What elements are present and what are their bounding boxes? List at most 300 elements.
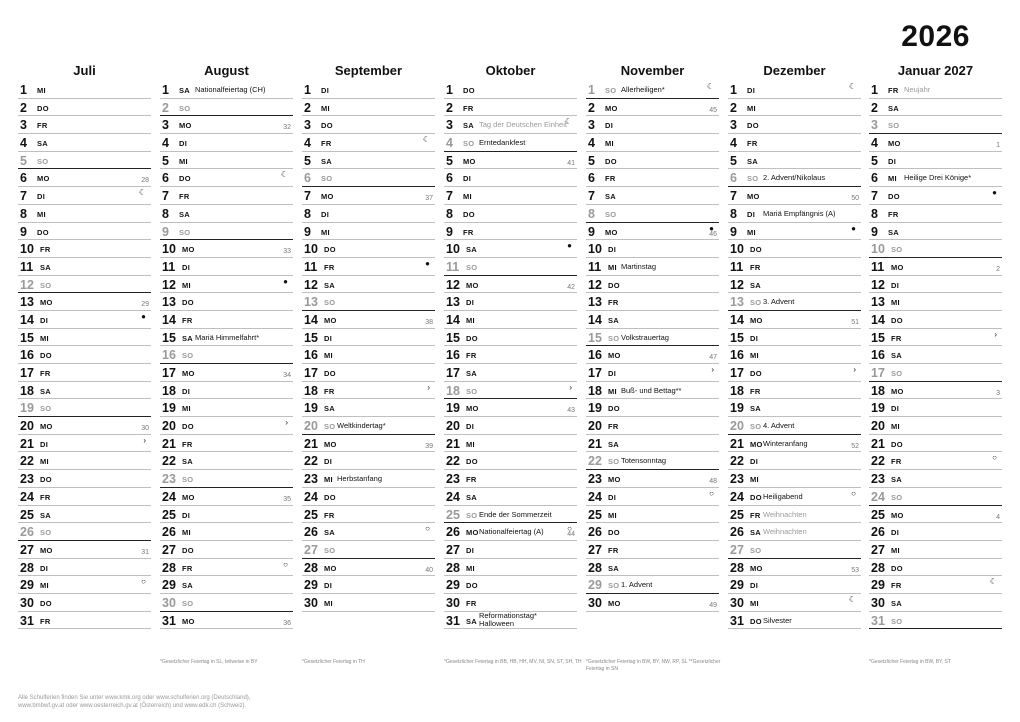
weekday-label: DI: [179, 139, 188, 149]
waning-moon-icon: ›: [285, 418, 288, 428]
day-row: [728, 435, 861, 453]
day-row: [18, 594, 151, 612]
day-row: [728, 134, 861, 152]
day-number: 31: [446, 613, 460, 628]
day-row: [728, 152, 861, 170]
day-number: 10: [446, 242, 460, 257]
holiday-label: 4. Advent: [763, 421, 795, 431]
day-row: [869, 612, 1002, 630]
day-number: 8: [162, 206, 169, 221]
weekday-label: MI: [182, 528, 191, 538]
weekday-label: MO: [750, 315, 763, 325]
day-row: [302, 452, 435, 470]
weekday-label: MO: [179, 121, 192, 131]
weekday-label: MI: [888, 174, 897, 184]
weekday-label: MI: [182, 280, 191, 290]
weekday-label: SA: [888, 227, 900, 237]
holiday-label: Silvester: [763, 615, 792, 625]
day-number: 2: [446, 100, 453, 115]
day-row: [444, 559, 577, 577]
weekday-label: FR: [40, 369, 51, 378]
weekday-label: FR: [747, 139, 758, 149]
day-row: [302, 240, 435, 258]
day-number: 7: [162, 189, 169, 204]
weekday-label: FR: [888, 209, 899, 219]
weekday-label: SA: [466, 369, 478, 378]
weekday-label: MO: [324, 563, 337, 573]
day-row: [18, 311, 151, 329]
day-row: [869, 382, 1002, 400]
day-row: [586, 258, 719, 276]
holiday-label: Mariä Empfängnis (A): [763, 208, 836, 218]
day-row: [869, 364, 1002, 382]
day-row: [728, 311, 861, 329]
weekday-label: MI: [321, 227, 330, 237]
month-footnote: *Gesetzlicher Feiertag in TH: [302, 659, 365, 665]
day-number: 12: [588, 277, 602, 292]
day-row: [302, 169, 435, 187]
week-number: 30: [141, 425, 149, 433]
weekday-label: DI: [321, 209, 330, 219]
day-number: 6: [446, 171, 453, 186]
day-number: 7: [20, 189, 27, 204]
weekday-label: SO: [182, 598, 194, 608]
weekday-label: DI: [750, 333, 759, 343]
day-number: 8: [730, 206, 737, 221]
weekday-label: DI: [750, 457, 759, 467]
weekday-label: MI: [37, 86, 46, 95]
day-number: 22: [871, 454, 885, 469]
day-number: 9: [588, 224, 595, 239]
day-row: [444, 311, 577, 329]
day-number: 27: [588, 542, 602, 557]
weekday-label: SO: [324, 422, 336, 432]
day-row: [586, 399, 719, 417]
day-number: 13: [871, 295, 885, 310]
weekday-label: FR: [466, 351, 477, 361]
holiday-label: Mariä Himmelfahrt*: [195, 332, 260, 342]
week-number: 40: [425, 566, 433, 574]
day-row: [302, 134, 435, 152]
week-number: 34: [283, 372, 291, 379]
day-row: [586, 452, 719, 470]
week-number: 43: [567, 407, 575, 415]
weekday-label: DI: [888, 156, 897, 166]
weekday-label: DO: [605, 156, 617, 166]
weekday-label: MO: [608, 598, 621, 608]
day-number: 29: [304, 578, 318, 593]
weekday-label: MO: [750, 439, 763, 449]
day-row: [302, 258, 435, 276]
weekday-label: SA: [750, 280, 762, 290]
weekday-label: DI: [466, 545, 475, 555]
weekday-label: DO: [463, 209, 475, 219]
day-row: [444, 276, 577, 294]
day-number: 23: [20, 472, 34, 487]
day-row: [18, 134, 151, 152]
weekday-label: FR: [750, 262, 761, 272]
weekday-label: MI: [466, 439, 475, 449]
day-number: 12: [871, 277, 885, 292]
day-row: [728, 576, 861, 594]
weekday-label: MI: [750, 598, 759, 608]
waning-moon-icon: ›: [853, 365, 856, 374]
weekday-label: DO: [891, 563, 903, 573]
new-moon-icon: ●: [992, 188, 997, 198]
day-number: 16: [162, 348, 176, 363]
day-row: [18, 346, 151, 364]
day-number: 17: [304, 366, 318, 380]
weekday-label: MI: [40, 333, 49, 343]
day-number: 15: [304, 330, 318, 345]
holiday-label: Buß- und Bettag**: [621, 385, 682, 395]
day-row: [444, 240, 577, 258]
day-number: 23: [588, 472, 602, 487]
day-number: 10: [304, 242, 318, 257]
day-number: 19: [588, 401, 602, 416]
weekday-label: FR: [182, 439, 193, 449]
day-row: [302, 293, 435, 311]
day-number: 18: [730, 383, 744, 398]
day-row: [869, 594, 1002, 612]
day-row: [444, 205, 577, 223]
day-row: [869, 99, 1002, 117]
weekday-label: DO: [324, 492, 336, 502]
weekday-label: FR: [40, 492, 51, 502]
weekday-label: FR: [40, 245, 51, 255]
day-row: [18, 576, 151, 594]
waning-moon-icon: ›: [143, 435, 146, 445]
day-row: [160, 488, 293, 506]
day-number: 24: [446, 489, 460, 504]
holiday-label: Volkstrauertag: [621, 332, 669, 342]
day-number: 25: [730, 507, 744, 522]
day-number: 13: [304, 295, 318, 310]
day-number: 23: [446, 472, 460, 487]
weekday-label: MI: [466, 315, 475, 325]
day-number: 7: [730, 189, 737, 204]
day-row: [18, 399, 151, 417]
holiday-label: Herbstanfang: [337, 474, 383, 484]
day-number: 11: [446, 259, 460, 274]
full-moon-icon: ○: [851, 488, 856, 498]
day-number: 11: [20, 259, 34, 274]
day-row: [18, 470, 151, 488]
day-number: 17: [162, 366, 176, 380]
weekday-label: DI: [605, 121, 614, 131]
weekday-label: SA: [324, 280, 336, 290]
weekday-label: MO: [324, 315, 337, 325]
day-row: [18, 240, 151, 258]
day-row: [869, 205, 1002, 223]
weekday-label: SO: [888, 121, 900, 131]
weekday-label: SO: [463, 139, 475, 149]
week-number: 28: [141, 177, 149, 185]
day-number: 1: [871, 83, 878, 97]
weekday-label: MO: [750, 563, 763, 573]
weekday-label: DO: [466, 333, 478, 343]
weekday-label: SA: [608, 439, 620, 449]
day-number: 16: [446, 348, 460, 363]
day-row: [18, 205, 151, 223]
weekday-label: DI: [747, 86, 756, 95]
weekday-label: MO: [605, 103, 618, 113]
weekday-label: DI: [891, 528, 900, 538]
weekday-label: MO: [466, 404, 479, 414]
day-number: 27: [304, 542, 318, 557]
day-row: [869, 152, 1002, 170]
weekday-label: MO: [324, 439, 337, 449]
weekday-label: MO: [605, 227, 618, 237]
day-number: 4: [446, 136, 453, 151]
day-number: 22: [588, 454, 602, 469]
day-row: [160, 223, 293, 241]
weekday-label: FR: [466, 475, 477, 485]
day-number: 15: [20, 330, 34, 345]
weekday-label: SO: [891, 492, 903, 502]
day-row: [302, 488, 435, 506]
new-moon-icon: ●: [425, 258, 430, 268]
weekday-label: DO: [608, 528, 620, 538]
day-row: [444, 576, 577, 594]
day-number: 3: [588, 118, 595, 133]
weekday-label: FR: [888, 86, 899, 95]
day-row: [869, 417, 1002, 435]
day-row: [160, 346, 293, 364]
day-row: [586, 364, 719, 382]
note-line-1: Alle Schulferien finden Sie unter www.kmk.org oder www.schulferien.org (Deutschland),: [18, 695, 251, 701]
day-number: 14: [20, 312, 34, 327]
day-row: [18, 364, 151, 382]
day-number: 1: [20, 83, 27, 97]
day-row: [586, 559, 719, 577]
day-number: 9: [162, 224, 169, 239]
weekday-label: MO: [891, 262, 904, 272]
day-number: 5: [20, 153, 27, 168]
day-number: 20: [304, 419, 318, 434]
day-row: [444, 99, 577, 117]
day-number: 10: [162, 242, 176, 257]
weekday-label: SA: [750, 404, 762, 414]
weekday-label: SO: [891, 616, 903, 626]
day-number: 8: [446, 206, 453, 221]
day-number: 26: [20, 525, 34, 540]
day-row: [869, 187, 1002, 205]
day-number: 30: [304, 595, 318, 610]
day-number: 21: [20, 436, 34, 451]
day-number: 15: [162, 330, 176, 345]
weekday-label: MI: [608, 262, 617, 272]
week-number: 47: [709, 354, 717, 362]
day-row: [728, 346, 861, 364]
day-number: 20: [588, 419, 602, 434]
waning-moon-icon: ›: [994, 329, 997, 339]
day-row: [586, 187, 719, 205]
week-number: 46: [709, 230, 717, 238]
day-row: [869, 81, 1002, 99]
day-number: 2: [871, 100, 878, 115]
day-number: 22: [304, 454, 318, 469]
day-number: 4: [20, 136, 27, 151]
weekday-label: FR: [891, 457, 902, 467]
day-row: [160, 364, 293, 382]
weekday-label: SO: [750, 422, 762, 432]
day-row: [869, 240, 1002, 258]
weekday-label: DI: [747, 209, 756, 219]
weekday-label: DI: [182, 262, 191, 272]
day-number: 10: [730, 242, 744, 257]
weekday-label: SO: [324, 545, 336, 555]
day-number: 13: [730, 295, 744, 310]
day-number: 18: [20, 383, 34, 398]
holiday-label: Nationalfeiertag (A): [479, 527, 544, 537]
day-number: 18: [446, 383, 460, 398]
full-moon-icon: ○: [709, 488, 714, 498]
weekday-label: DI: [324, 457, 333, 467]
weekday-label: DO: [324, 245, 336, 255]
day-number: 24: [304, 489, 318, 504]
day-number: 1: [588, 83, 595, 97]
new-moon-icon: ●: [567, 241, 572, 251]
weekday-label: DO: [750, 245, 762, 255]
day-row: [586, 81, 719, 99]
day-number: 6: [871, 171, 878, 186]
day-row: [869, 399, 1002, 417]
day-number: 18: [304, 383, 318, 398]
day-row: [444, 541, 577, 559]
weekday-label: SO: [891, 245, 903, 255]
day-row: [869, 541, 1002, 559]
day-number: 1: [446, 83, 453, 97]
day-row: [586, 152, 719, 170]
day-number: 4: [588, 136, 595, 151]
day-row: [869, 134, 1002, 152]
day-row: [302, 99, 435, 117]
day-row: [444, 187, 577, 205]
day-row: [728, 187, 861, 205]
day-row: [160, 169, 293, 187]
holiday-label: Allerheiligen*: [621, 85, 665, 94]
day-row: [728, 276, 861, 294]
weekday-label: SO: [608, 581, 620, 591]
day-number: 16: [730, 348, 744, 363]
month-6: [869, 63, 1002, 629]
weekday-label: MI: [37, 209, 46, 219]
week-number: 39: [425, 442, 433, 450]
day-number: 24: [20, 489, 34, 504]
day-row: [302, 276, 435, 294]
day-row: [160, 311, 293, 329]
day-number: 3: [20, 118, 27, 133]
day-row: [869, 329, 1002, 347]
weekday-label: MI: [321, 103, 330, 113]
weekday-label: SA: [891, 351, 903, 361]
day-row: [586, 205, 719, 223]
weekday-label: SA: [463, 121, 475, 131]
weekday-label: FR: [37, 121, 48, 131]
weekday-label: DI: [40, 315, 49, 325]
day-number: 16: [588, 348, 602, 363]
month-2: [302, 63, 435, 612]
day-number: 2: [730, 100, 737, 115]
day-row: [728, 417, 861, 435]
day-row: [160, 506, 293, 524]
day-row: [869, 116, 1002, 134]
weekday-label: DO: [40, 475, 52, 485]
weekday-label: SO: [605, 86, 617, 95]
day-number: 2: [304, 100, 311, 115]
day-number: 24: [730, 489, 744, 504]
month-title: September: [334, 63, 403, 78]
weekday-label: FR: [608, 422, 619, 432]
holiday-label: Totensonntag: [621, 456, 667, 466]
day-number: 11: [588, 259, 602, 274]
day-row: [18, 488, 151, 506]
day-number: 24: [871, 489, 885, 504]
day-number: 10: [871, 242, 885, 257]
day-number: 14: [588, 312, 602, 327]
day-number: 31: [730, 613, 744, 628]
weekday-label: SA: [179, 209, 191, 219]
day-row: [586, 506, 719, 524]
day-row: [160, 205, 293, 223]
day-number: 6: [588, 171, 595, 186]
weekday-label: DO: [466, 581, 478, 591]
day-number: 23: [162, 472, 176, 487]
day-number: 27: [20, 542, 34, 557]
day-row: [302, 594, 435, 612]
day-row: [728, 364, 861, 382]
day-number: 27: [871, 542, 885, 557]
day-number: 28: [20, 560, 34, 575]
waxing-moon-icon: ☾: [848, 82, 856, 91]
week-number: 36: [283, 619, 291, 627]
day-row: [586, 346, 719, 364]
weekday-label: DO: [750, 616, 762, 626]
day-row: [869, 452, 1002, 470]
day-row: [586, 276, 719, 294]
weekday-label: MO: [608, 351, 621, 361]
month-title: Januar 2027: [897, 63, 974, 78]
day-number: 25: [871, 507, 885, 522]
day-row: [18, 187, 151, 205]
weekday-label: MO: [40, 545, 53, 555]
weekday-label: MO: [40, 422, 53, 432]
day-number: 25: [588, 507, 602, 522]
day-number: 8: [304, 206, 311, 221]
waxing-moon-icon: ☾: [564, 117, 572, 127]
waxing-moon-icon: ☾: [280, 170, 288, 180]
weekday-label: FR: [750, 386, 761, 396]
week-number: 45: [709, 106, 717, 114]
weekday-label: SA: [891, 475, 903, 485]
day-row: [728, 452, 861, 470]
waning-moon-icon: ›: [569, 382, 572, 392]
week-number: 38: [425, 318, 433, 326]
weekday-label: DI: [324, 581, 333, 591]
weekday-label: SA: [608, 563, 620, 573]
day-row: [160, 240, 293, 258]
day-row: [586, 240, 719, 258]
day-number: 3: [446, 118, 453, 133]
day-number: 21: [446, 436, 460, 451]
day-row: [302, 559, 435, 577]
day-number: 31: [20, 613, 34, 628]
day-number: 29: [588, 578, 602, 593]
day-row: [869, 576, 1002, 594]
weekday-label: FR: [179, 192, 190, 202]
weekday-label: FR: [324, 386, 335, 396]
